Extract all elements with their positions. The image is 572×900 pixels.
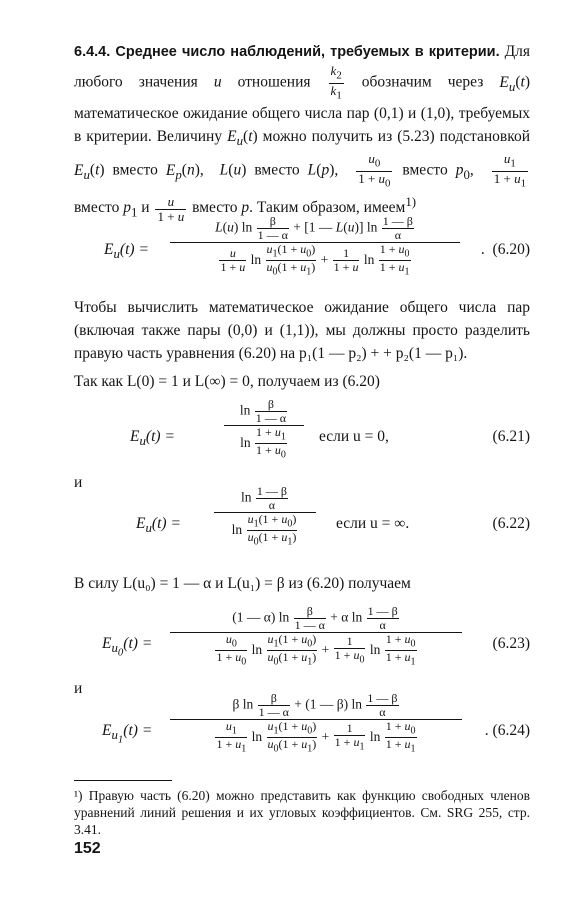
equation-6-24: $E_{u_1}(t)$ = β ln $\frac{\beta}{1 — \alpha}$ + (1 — β) ln $\frac{1 — \beta}{\alpha}$ $\frac{u_1}{1 + u_1}$ ln $\frac{u_1(1 + u_0)}{u_0(1 + u_1)}$ + $\frac{1}{1 + u_1}$ ln $\frac{1 + u_0}{1 + u_1}$ . (6.24) [102,691,530,755]
paragraph-given: В силу L(u₀) = 1 — α и L(u₁) = β из (6.20) получаем [74,575,411,592]
footnote: ¹) Правую часть (6.20) можно представить как функцию свободных членов уравнений линий решения и их угловых коэффициентов. См. SRG 255, стр. 3.41. [74,788,530,837]
paragraph-divide: Чтобы вычислить математическое ожидание общего числа пар (включая также пары (0,0) и (1,1)), мы должны просто разделить правую часть уравнения (6.20) на p₁(1 — p₂) + + p₂(1 — p₁). [74,299,530,362]
paragraph-limits: Так как L(0) = 1 и L(∞) = 0, получаем из (6.20) [74,373,380,390]
section-heading: 6.4.4. Среднее число наблюдений, требуемых в критерии. [74,44,500,60]
equation-6-21: $E_u(t)$ = ln $\frac{\beta}{1 — \alpha}$ ln $\frac{1 + u_1}{1 + u_0}$ если u = 0, (6.21) [130,397,530,461]
ratio-k2-k1: $\frac{k_2}{k_1}$ [330,63,342,102]
page-number: 152 [74,840,101,857]
equation-6-23: $E_{u_0}(t)$ = (1 — α) ln $\frac{\beta}{1 — \alpha}$ + α ln $\frac{1 — \beta}{\alpha}$ $\frac{u_0}{1 + u_0}$ ln $\frac{u_1(1 + u_0)}{u_0(1 + u_1)}$ + $\frac{1}{1 + u_0}$ ln $\frac{1 + u_0}{1 + u_1}$ (6.23) [102,604,530,668]
footnote-mark: 1) [405,194,417,210]
equation-6-20: $E_u(t)$ = L(u) ln $\frac{\beta}{1 — \alpha}$ + [1 — L(u)] ln $\frac{1 — \beta}{\alpha}$ $\frac{u}{1 + u}$ ln $\frac{u_1(1 + u_0)}{u_0(1 + u_1)}$ + $\frac{1}{1 + u}$ ln $\frac{1 + u_0}{1 + u_1}$ . (6.20) [104,214,530,278]
equation-6-22: $E_u(t)$ = ln $\frac{1 — \beta}{\alpha}$ ln $\frac{u_1(1 + u_0)}{u_0(1 + u_1)}$ если u = ∞. (6.22) [136,484,530,548]
book-page: 6.4.4. Среднее число наблюдений, требуемых в критерии. Для любого значения u отношения $\frac{k_2}{k_1}$ обозначим через $E_u(t)$ математическое ожидание общего числа пар (0,1) и (1,0), требуемых в критерии. Величину $E_u(t)$ можно получить из (5.23) подстановкой $E_u(t)$ вместо $E_p(n)$, L(u) вместо L(p), $\frac{u_0}{1 + u_0}$ вместо $p_0$, $\frac{u_1}{1 + u_1}$ вместо $p_1$ и $\frac{u}{1 + u}$ вместо p. Таким образом, имеем$^{1)}$ $E_u(t)$ = L(u) ln $\frac{\beta}{1 — \alpha}$ + [1 — L(u)] ln $\frac{1 — \beta}{\alpha}$ $\frac{u}{1 + u}$ ln $\frac{u_1(1 + u_0)}{u_0(1 + u_1)}$ + $\frac{1}{1 + u}$ ln $\frac{1 + u_0}{1 + u_1}$ . (6.20) Чтобы вычислить математическое ожидание общего числа пар (включая также пары (0,0) и (1,1)), мы должны просто разделить правую часть уравнения (6.20) на p₁(1 — p₂) + + p₂(1 — p₁). Так как L(0) = 1 и L(∞) = 0, получаем из (6.20) $E_u(t)$ = ln $\frac{\beta}{1 — \alpha}$ ln $\frac{1 + u_1}{1 + u_0}$ если u = 0, (6.21) и $E_u(t)$ = ln $\frac{1 — \beta}{\alpha}$ ln $\frac{u_1(1 + u_0)}{u_0(1 + u_1)}$ если u = ∞. (6.22) В силу L(u₀) = 1 — α и L(u₁) = β из (6.20) получаем $E_{u_0}(t)$ = (1 — α) ln $\frac{\beta}{1 — \alpha}$ + α ln $\frac{1 — \beta}{\alpha}$ $\frac{u_0}{1 + u_0}$ ln $\frac{u_1(1 + u_0)}{u_0(1 + u_1)}$ + $\frac{1}{1 + u_0}$ ln $\frac{1 + u_0}{1 + u_1}$ (6.23) и $E_{u_1}(t)$ = β ln $\frac{\beta}{1 — \alpha}$ + (1 — β) ln $\frac{1 — \beta}{\alpha}$ $\frac{u_1}{1 + u_1}$ ln $\frac{u_1(1 + u_0)}{u_0(1 + u_1)}$ + $\frac{1}{1 + u_1}$ ln $\frac{1 + u_0}{1 + u_1}$ . (6.24) ¹) Правую часть (6.20) можно представить как функцию свободных членов уравнений линий решения и их угловых коэффициентов. См. SRG 255, стр. 3.41. 152 [0,0,572,900]
footnote-rule [74,780,172,781]
intro-paragraph: 6.4.4. Среднее число наблюдений, требуемых в критерии. Для любого значения u отношения $\frac{k_2}{k_1}$ обозначим через $E_u(t)$ математическое ожидание общего числа пар (0,1) и (1,0), требуемых в критерии. Величину $E_u(t)$ можно получить из (5.23) подстановкой $E_u(t)$ вместо $E_p(n)$, L(u) вместо L(p), $\frac{u_0}{1 + u_0}$ вместо $p_0$, $\frac{u_1}{1 + u_1}$ вместо $p_1$ и $\frac{u}{1 + u}$ вместо p. Таким образом, имеем$^{1)}$ [74,43,530,224]
